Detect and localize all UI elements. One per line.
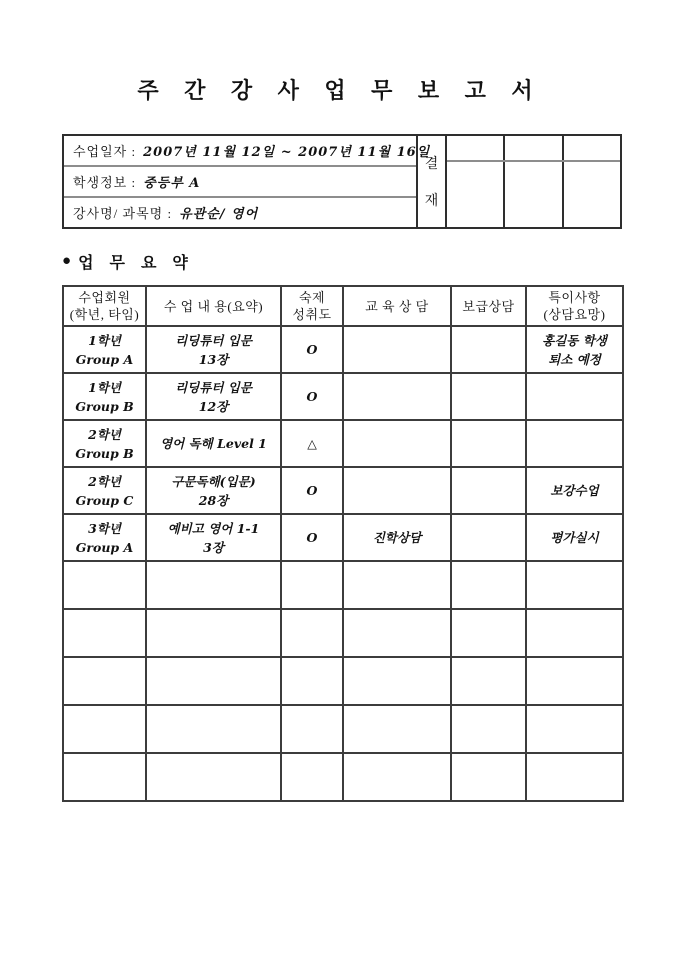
approval-label — [418, 136, 447, 227]
empty-cell — [146, 609, 281, 657]
empty-cell — [451, 657, 526, 705]
table-row-empty — [63, 657, 623, 705]
class-date-row — [64, 136, 431, 165]
notes-cell: 홍길동 학생 퇴소 예정 — [526, 326, 623, 373]
homework-cell: O — [281, 467, 343, 514]
empty-cell — [343, 753, 451, 801]
homework-cell: O — [281, 373, 343, 420]
column-header-supply-consult: 보급상담 — [451, 286, 526, 326]
content-cell: 영어 독해 Level 1 — [146, 420, 281, 467]
empty-cell — [343, 561, 451, 609]
edu-consult-cell — [343, 373, 451, 420]
signature-cell — [562, 136, 620, 160]
empty-cell — [63, 561, 146, 609]
edu-consult-cell — [343, 467, 451, 514]
instructor-subject-row — [64, 196, 416, 227]
member-cell: 1학년 Group B — [63, 373, 146, 420]
instructor-subject-value: 유관순/ 영어 — [179, 207, 259, 222]
report-info-table — [62, 134, 622, 229]
column-header-notes: 특이사항 (상담요망) — [526, 286, 623, 326]
instructor-subject-label: 강사명/ 과목명 : — [73, 206, 173, 221]
report-info-column — [64, 136, 431, 227]
signature-title-row — [447, 136, 620, 162]
empty-cell — [63, 657, 146, 705]
empty-cell — [281, 705, 343, 753]
empty-cell — [63, 609, 146, 657]
empty-cell — [146, 561, 281, 609]
table-row — [63, 514, 623, 561]
empty-cell — [146, 657, 281, 705]
supply-consult-cell — [451, 373, 526, 420]
table-row — [63, 420, 623, 467]
empty-cell — [451, 609, 526, 657]
content-cell: 예비고 영어 1-1 3장 — [146, 514, 281, 561]
student-info-value: 중등부 A — [143, 176, 201, 191]
content-cell: 리딩튜터 입문 13장 — [146, 326, 281, 373]
empty-cell — [343, 705, 451, 753]
bullet-icon: ● — [62, 253, 72, 269]
column-header-edu-consult: 교 육 상 담 — [343, 286, 451, 326]
content-cell: 구문독해(입문) 28장 — [146, 467, 281, 514]
homework-cell: O — [281, 326, 343, 373]
student-info-row — [64, 165, 416, 196]
table-header-row — [63, 286, 623, 326]
approval-char-top: 결 — [424, 157, 439, 172]
empty-cell — [526, 609, 623, 657]
column-header-member: 수업회원 (학년, 타임) — [63, 286, 146, 326]
empty-cell — [343, 657, 451, 705]
class-date-label: 수업일자 : — [73, 144, 137, 159]
supply-consult-cell — [451, 514, 526, 561]
signature-cell — [447, 136, 503, 160]
empty-cell — [526, 705, 623, 753]
section-heading — [62, 250, 194, 273]
empty-cell — [281, 657, 343, 705]
empty-cell — [451, 705, 526, 753]
class-date-value: 2007년 11월 12일 ~ 2007년 11월 16일 — [143, 145, 431, 160]
signature-stamp-row — [447, 162, 620, 227]
report-title: 주 간 강 사 업 무 보 고 서 — [137, 78, 543, 103]
edu-consult-cell — [343, 420, 451, 467]
notes-cell — [526, 373, 623, 420]
empty-cell — [526, 753, 623, 801]
empty-cell — [526, 657, 623, 705]
table-row-empty — [63, 753, 623, 801]
notes-cell: 평가실시 — [526, 514, 623, 561]
supply-consult-cell — [451, 420, 526, 467]
table-row-empty — [63, 705, 623, 753]
homework-cell: △ — [281, 420, 343, 467]
homework-cell: O — [281, 514, 343, 561]
empty-cell — [281, 561, 343, 609]
table-row-empty — [63, 561, 623, 609]
supply-consult-cell — [451, 326, 526, 373]
table-row — [63, 326, 623, 373]
edu-consult-cell — [343, 326, 451, 373]
signature-cell — [503, 136, 561, 160]
member-cell: 3학년 Group A — [63, 514, 146, 561]
column-header-homework: 숙제 성취도 — [281, 286, 343, 326]
empty-cell — [526, 561, 623, 609]
member-cell: 2학년 Group C — [63, 467, 146, 514]
empty-cell — [451, 753, 526, 801]
empty-cell — [146, 705, 281, 753]
approval-char-bottom: 재 — [424, 194, 439, 209]
signature-cell — [447, 162, 503, 227]
section-title: 업 무 요 약 — [78, 255, 194, 272]
empty-cell — [343, 609, 451, 657]
member-cell: 1학년 Group A — [63, 326, 146, 373]
content-cell: 리딩튜터 입문 12장 — [146, 373, 281, 420]
notes-cell — [526, 420, 623, 467]
empty-cell — [63, 753, 146, 801]
member-cell: 2학년 Group B — [63, 420, 146, 467]
empty-cell — [451, 561, 526, 609]
student-info-label: 학생정보 : — [73, 175, 137, 190]
edu-consult-cell: 진학상담 — [343, 514, 451, 561]
column-header-content: 수 업 내 용(요약) — [146, 286, 281, 326]
table-row-empty — [63, 609, 623, 657]
signature-cell — [503, 162, 561, 227]
table-row — [63, 467, 623, 514]
empty-cell — [281, 753, 343, 801]
work-summary-table — [62, 285, 624, 802]
empty-cell — [146, 753, 281, 801]
supply-consult-cell — [451, 467, 526, 514]
notes-cell: 보강수업 — [526, 467, 623, 514]
empty-cell — [63, 705, 146, 753]
empty-cell — [281, 609, 343, 657]
table-row — [63, 373, 623, 420]
approval-signature-area — [447, 136, 620, 227]
signature-cell — [562, 162, 620, 227]
